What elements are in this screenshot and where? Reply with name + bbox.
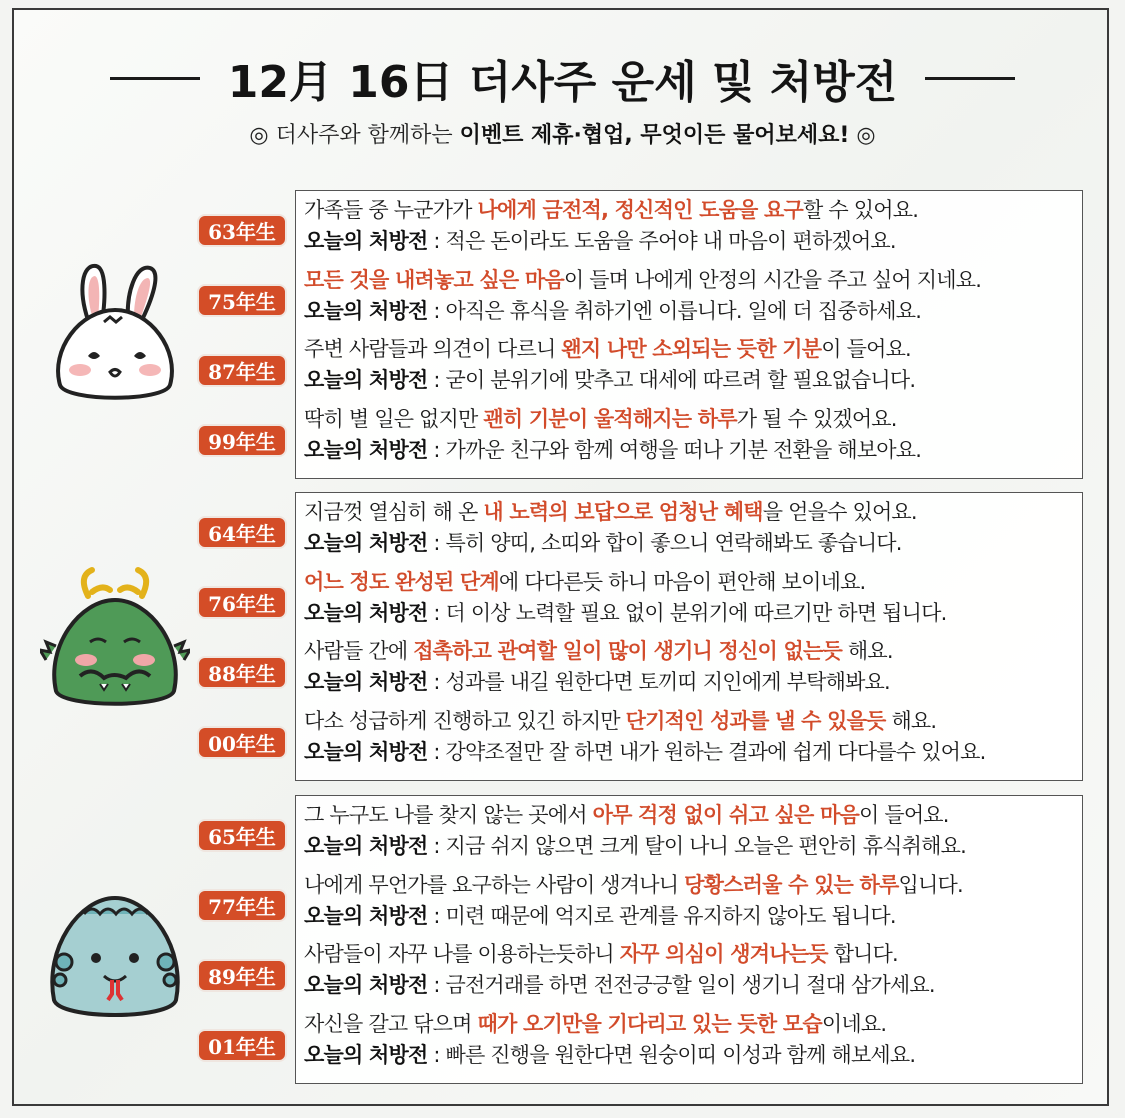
prescription-advice: : 아직은 휴식을 취하기엔 이릅니다. 일에 더 집중하세요. xyxy=(427,298,922,323)
subtitle xyxy=(0,118,1125,149)
fortune-text-part: 을 얻을수 있어요. xyxy=(762,500,917,524)
fortune-highlight: 왠지 나만 소외되는 듯한 기분 xyxy=(561,337,822,361)
prescription-label: 오늘의 처방전 xyxy=(304,973,428,997)
birth-year-tag: 75年生 xyxy=(197,284,287,317)
prescription-line xyxy=(304,598,1074,629)
prescription-label: 오늘의 처방전 xyxy=(304,670,428,694)
fortune-text xyxy=(304,497,1074,528)
fortune-entry xyxy=(304,567,1074,637)
fortune-entry xyxy=(304,939,1074,1009)
fortune-text-part: 주변 사람들과 의견이 다르니 xyxy=(304,337,562,361)
birth-year-tag: 88年生 xyxy=(197,656,287,689)
fortune-text-part: 에 다다른듯 하니 마음이 편안해 보이네요. xyxy=(498,569,866,594)
fortune-text xyxy=(304,404,1074,435)
prescription-label: 오늘의 처방전 xyxy=(304,368,428,392)
fortune-text-part: 이네요. xyxy=(821,1011,887,1036)
fortune-text-part: 다소 성급하게 진행하고 있긴 하지만 xyxy=(304,708,626,733)
fortune-highlight: 접촉하고 관여할 일이 많이 생기니 정신이 없는듯 xyxy=(413,639,842,663)
fortune-entry xyxy=(304,497,1074,567)
fortune-text xyxy=(304,1009,1074,1040)
page-title: 12月 16日 더사주 운세 및 처방전 xyxy=(227,57,898,108)
fortune-entry xyxy=(304,195,1074,265)
fortune-text-part: 합니다. xyxy=(827,942,898,966)
prescription-label: 오늘의 처방전 xyxy=(304,531,428,555)
birth-year-tag: 63年生 xyxy=(197,214,287,247)
fortune-highlight: 당황스러울 수 있는 하루 xyxy=(684,872,899,897)
prescription-label: 오늘의 처방전 xyxy=(304,437,428,462)
prescription-label: 오늘의 처방전 xyxy=(304,1042,428,1067)
fortune-highlight: 어느 정도 완성된 단계 xyxy=(304,569,499,594)
fortune-text xyxy=(304,567,1074,598)
prescription-advice: : 강약조절만 잘 하면 내가 원하는 결과에 쉽게 다다를수 있어요. xyxy=(427,739,986,764)
fortune-highlight: 단기적인 성과를 낼 수 있을듯 xyxy=(625,708,886,733)
prescription-line xyxy=(304,296,1074,327)
prescription-advice: : 특히 양띠, 소띠와 합이 좋으니 연락해봐도 좋습니다. xyxy=(427,531,902,555)
fortune-text-part: 그 누구도 나를 찾지 않는 곳에서 xyxy=(304,803,593,827)
fortune-text-part: 이 들어요. xyxy=(821,337,911,361)
prescription-line xyxy=(304,831,1074,862)
birth-year-tag: 64年生 xyxy=(197,516,287,549)
prescription-advice: : 지금 쉬지 않으면 크게 탈이 나니 오늘은 편안히 휴식취해요. xyxy=(427,834,967,858)
fortune-text-part: 사람들이 자꾸 나를 이용하는듯하니 xyxy=(304,942,620,966)
snake-icon xyxy=(40,878,190,1028)
prescription-advice: : 성과를 내길 원한다면 토끼띠 지인에게 부탁해봐요. xyxy=(427,670,890,694)
prescription-label: 오늘의 처방전 xyxy=(304,903,428,928)
prescription-line xyxy=(304,226,1074,257)
prescription-line xyxy=(304,528,1074,559)
prescription-advice: : 미련 때문에 억지로 관계를 유지하지 않아도 됩니다. xyxy=(427,903,896,928)
prescription-advice: : 더 이상 노력할 필요 없이 분위기에 따르기만 하면 됩니다. xyxy=(427,600,947,625)
prescription-advice: : 적은 돈이라도 도움을 주어야 내 마음이 편하겠어요. xyxy=(427,229,896,253)
title-rule-right xyxy=(925,77,1015,80)
fortune-text xyxy=(304,636,1074,667)
subtitle-bold: 이벤트 제휴·협업, 무엇이든 물어보세요! xyxy=(459,123,850,148)
birth-year-tag: 76年生 xyxy=(197,586,287,619)
fortune-text-part: 해요. xyxy=(841,639,893,663)
prescription-advice: : 가까운 친구와 함께 여행을 떠나 기분 전환을 해보아요. xyxy=(427,437,922,462)
fortune-text xyxy=(304,800,1074,831)
prescription-advice: : 금전거래를 하면 전전긍긍할 일이 생기니 절대 삼가세요. xyxy=(427,973,935,997)
fortune-entry xyxy=(304,334,1074,404)
fortune-highlight: 내 노력의 보답으로 엄청난 혜택 xyxy=(483,500,763,524)
birth-year-tag: 01年生 xyxy=(197,1029,287,1062)
fortune-text-part: 딱히 별 일은 없지만 xyxy=(304,406,484,431)
fortune-text-part: 해요. xyxy=(885,708,937,733)
birth-year-tag: 87年生 xyxy=(197,354,287,387)
fortune-highlight: 아무 걱정 없이 쉬고 싶은 마음 xyxy=(592,803,859,827)
prescription-advice: : 빠른 진행을 원한다면 원숭이띠 이성과 함께 해보세요. xyxy=(427,1042,916,1067)
prescription-line xyxy=(304,667,1074,698)
birth-year-tag: 65年生 xyxy=(197,819,287,852)
rabbit-icon xyxy=(40,260,190,410)
fortune-box-dragon xyxy=(295,492,1083,781)
fortune-text-part: 나에게 무언가를 요구하는 사람이 생겨나니 xyxy=(304,872,685,897)
subtitle-prefix: ◎ 더사주와 함께하는 xyxy=(249,123,460,148)
prescription-label: 오늘의 처방전 xyxy=(304,739,428,764)
fortune-text xyxy=(304,195,1074,226)
birth-year-tag: 99年生 xyxy=(197,424,287,457)
fortune-highlight: 나에게 금전적, 정신적인 도움을 요구 xyxy=(477,198,804,222)
fortune-text xyxy=(304,265,1074,296)
subtitle-suffix: ◎ xyxy=(849,123,876,148)
prescription-line xyxy=(304,1040,1074,1071)
prescription-advice: : 굳이 분위기에 맞추고 대세에 따르려 할 필요없습니다. xyxy=(427,368,916,392)
fortune-entry xyxy=(304,404,1074,474)
prescription-line xyxy=(304,435,1074,466)
title-rule-left xyxy=(110,77,200,80)
prescription-line xyxy=(304,737,1074,768)
fortune-text-part: 이 들어요. xyxy=(858,803,949,827)
fortune-text xyxy=(304,870,1074,901)
fortune-entry xyxy=(304,1009,1074,1079)
fortune-box-snake xyxy=(295,795,1083,1084)
fortune-highlight: 모든 것을 내려놓고 싶은 마음 xyxy=(304,267,564,292)
fortune-box-rabbit xyxy=(295,190,1083,479)
fortune-highlight: 괜히 기분이 울적해지는 하루 xyxy=(483,406,737,431)
fortune-highlight: 때가 오기만을 기다리고 있는 듯한 모습 xyxy=(477,1011,822,1036)
title-row xyxy=(0,38,1125,118)
prescription-label: 오늘의 처방전 xyxy=(304,600,428,625)
fortune-entry xyxy=(304,265,1074,335)
prescription-label: 오늘의 처방전 xyxy=(304,834,428,858)
fortune-entry xyxy=(304,636,1074,706)
fortune-entry xyxy=(304,870,1074,940)
fortune-text xyxy=(304,334,1074,365)
fortune-text-part: 가족들 중 누군가가 xyxy=(304,198,478,222)
fortune-entry xyxy=(304,706,1074,776)
fortune-text-part: 입니다. xyxy=(898,872,963,897)
prescription-label: 오늘의 처방전 xyxy=(304,229,428,253)
fortune-text-part: 자신을 갈고 닦으며 xyxy=(304,1011,478,1036)
prescription-line xyxy=(304,970,1074,1001)
birth-year-tag: 77年生 xyxy=(197,889,287,922)
fortune-text-part: 이 들며 나에게 안정의 시간을 주고 싶어 지네요. xyxy=(563,267,982,292)
birth-year-tag: 00年生 xyxy=(197,726,287,759)
fortune-text-part: 가 될 수 있겠어요. xyxy=(736,406,897,431)
prescription-label: 오늘의 처방전 xyxy=(304,298,428,323)
prescription-line xyxy=(304,365,1074,396)
dragon-icon xyxy=(40,566,190,716)
prescription-line xyxy=(304,901,1074,932)
fortune-text-part: 할 수 있어요. xyxy=(803,198,919,222)
fortune-text xyxy=(304,706,1074,737)
fortune-highlight: 자꾸 의심이 생겨나는듯 xyxy=(619,942,828,966)
fortune-text xyxy=(304,939,1074,970)
fortune-text-part: 사람들 간에 xyxy=(304,639,414,663)
birth-year-tag: 89年生 xyxy=(197,959,287,992)
fortune-text-part: 지금껏 열심히 해 온 xyxy=(304,500,484,524)
fortune-entry xyxy=(304,800,1074,870)
